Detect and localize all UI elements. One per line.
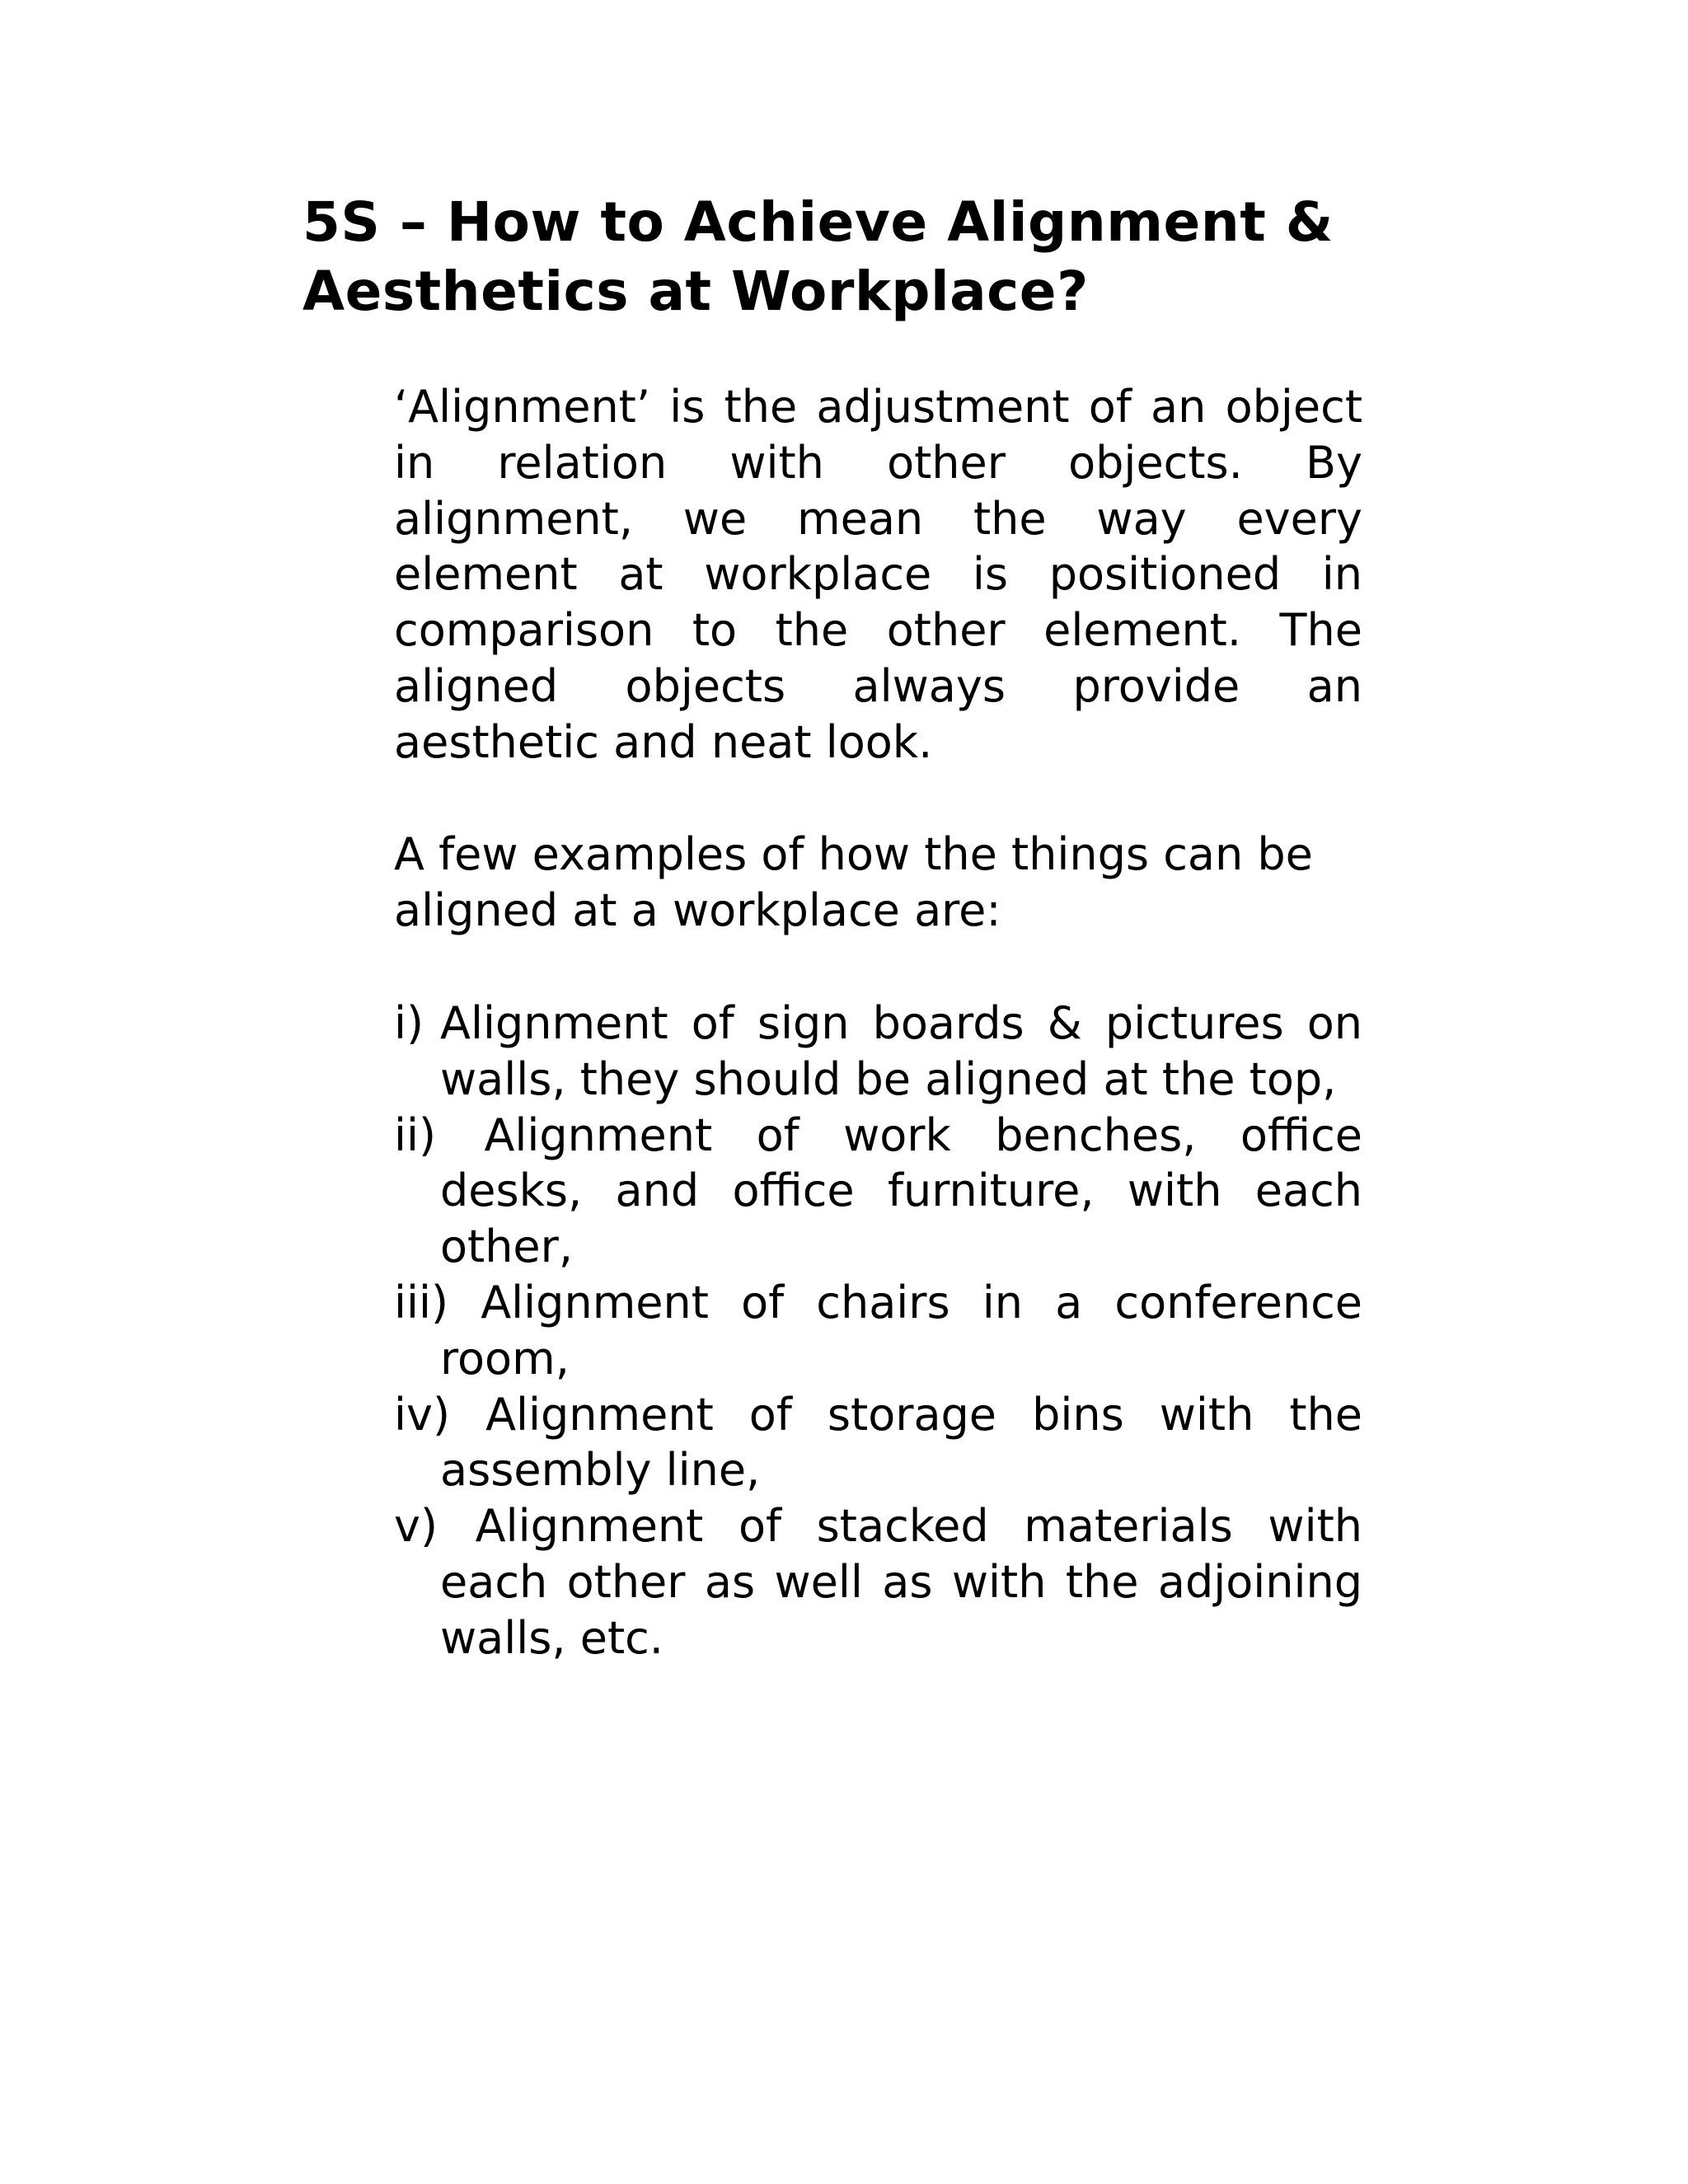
list-item (394, 1387, 1362, 1499)
list-item-text: Alignment of chairs in a conference room, (440, 1276, 1362, 1385)
list-item-text: Alignment of storage bins with the assembly line, (440, 1388, 1362, 1497)
list-item (394, 1498, 1362, 1666)
examples-list (394, 996, 1362, 1666)
document-title: 5S – How to Achieve Alignment & Aesthetics at Workplace? (302, 190, 1334, 323)
list-marker: i) (394, 997, 424, 1049)
intro-paragraph: ‘Alignment’ is the adjustment of an object in relation with other objects. By alignment, we mean the way every element at workplace is positioned in comparison to the other element. The aligned objects always provide an aesthetic and neat look. (394, 381, 1362, 768)
list-item-text: Alignment of stacked materials with each other as well as with the adjoining walls, etc. (440, 1500, 1362, 1664)
list-item (394, 1275, 1362, 1387)
list-item (394, 1108, 1362, 1275)
list-marker: iv) (394, 1388, 451, 1441)
list-marker: iii) (394, 1276, 449, 1329)
list-marker: ii) (394, 1108, 437, 1161)
examples-intro: A few examples of how the things can be aligned at a workplace are: (394, 828, 1313, 936)
list-item-text: Alignment of sign boards & pictures on walls, they should be aligned at the top, (440, 997, 1362, 1105)
list-item-text: Alignment of work benches, office desks, and office furniture, with each other, (440, 1108, 1362, 1273)
list-marker: v) (394, 1500, 438, 1553)
list-item (394, 996, 1362, 1108)
